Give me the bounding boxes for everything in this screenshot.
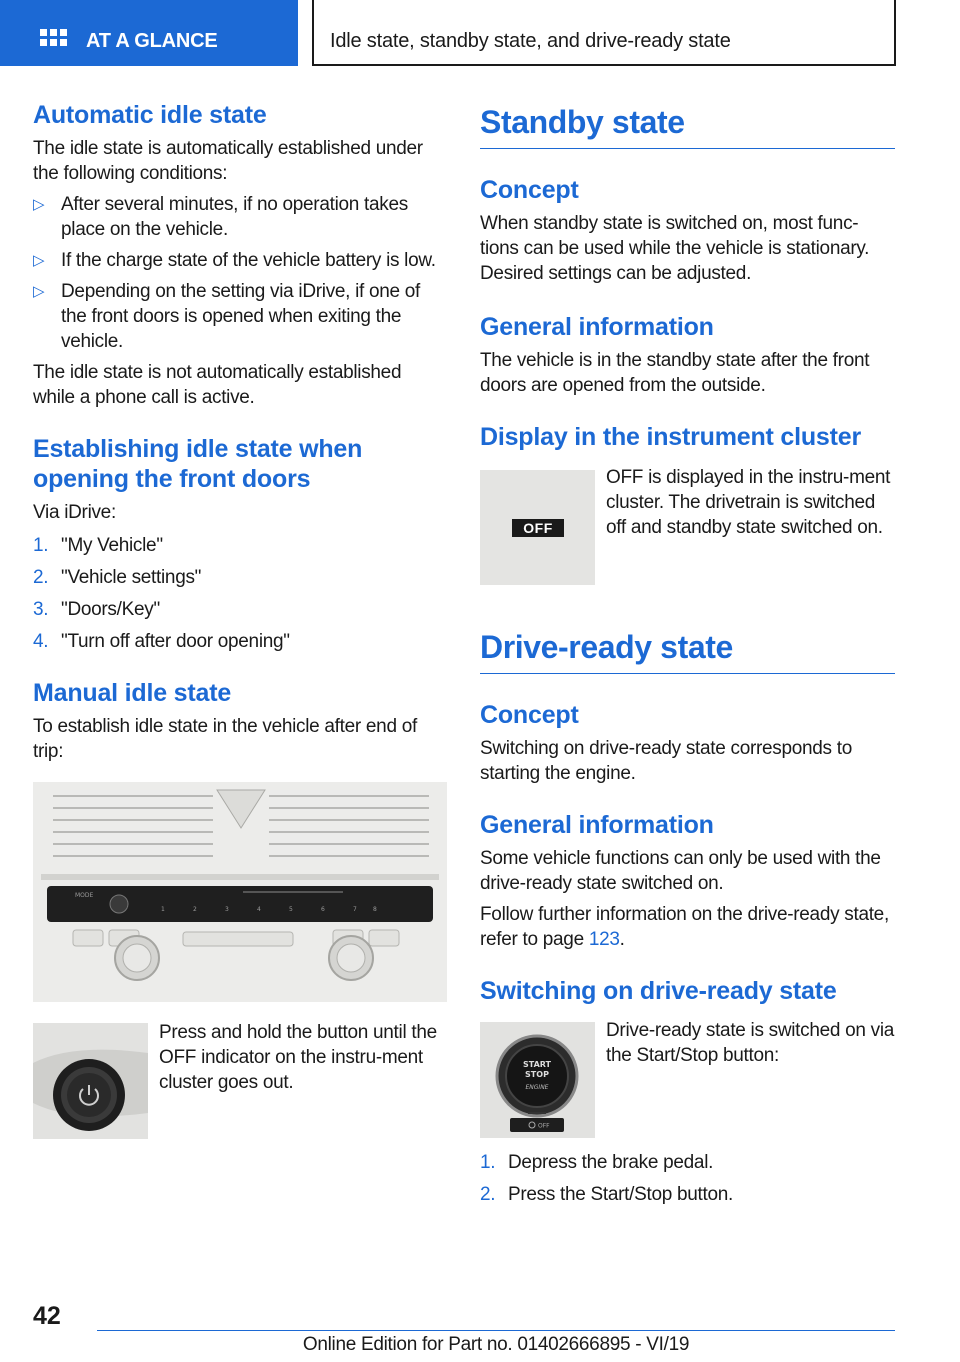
page-title: Idle state, standby state, and drive-ready state [330, 30, 731, 52]
power-knob-illustration [33, 1023, 148, 1139]
drive-follow-text: Follow further information on the drive-ready state, refer to page 123. [480, 904, 889, 950]
list-item: ▷ Depending on the setting via iDrive, if one of the front doors is opened when exiting the vehicle. [33, 281, 421, 352]
auto-idle-note: The idle state is not automatically established while a phone call is active. [33, 362, 402, 408]
heading-display-cluster: Display in the instrument cluster [480, 423, 861, 451]
page-number: 42 [33, 1302, 61, 1330]
preset-label: 7 [353, 906, 357, 913]
auto-idle-list [33, 192, 447, 354]
list-item: 1. "My Vehicle" [33, 535, 163, 556]
heading-standby-state: Standby state [480, 100, 895, 149]
heading-switching-on: Switching on drive-ready state [480, 977, 837, 1005]
power-knob-image [33, 1023, 148, 1139]
heading-establishing-idle: Establishing idle state when opening the front doors [33, 435, 363, 493]
start-label: START [522, 1060, 552, 1069]
console-illustration [33, 782, 447, 1002]
mode-label: MODE [75, 892, 94, 899]
preset-label: 1 [161, 906, 165, 913]
engine-label: ENGINE [525, 1084, 549, 1091]
start-stop-image [480, 1022, 595, 1138]
preset-label: 8 [373, 906, 377, 913]
display-text: OFF is displayed in the instru-ment cluster. The drivetrain is switched off and standby state switched on. [606, 467, 891, 538]
concept-text: When standby state is switched on, most func-tions can be used while the vehicle is stationary. Desired settings can be adjusted. [480, 213, 870, 284]
establish-intro: Via iDrive: [33, 502, 116, 523]
triangle-bullet-icon: ▷ [33, 283, 45, 300]
heading-manual-idle: Manual idle state [33, 679, 232, 707]
manual-intro: To establish idle state in the vehicle after end of trip: [33, 716, 417, 762]
console-image [33, 782, 447, 1002]
header-title-box [312, 0, 896, 66]
off-indicator: OFF [512, 519, 564, 537]
list-item: 3. "Doors/Key" [33, 599, 160, 620]
footer-divider [97, 1330, 895, 1331]
list-item: ▷ If the charge state of the vehicle battery is low. [33, 250, 436, 271]
triangle-bullet-icon: ▷ [33, 196, 45, 213]
start-stop-row [480, 1022, 895, 1138]
heading-general-information: General information [480, 313, 714, 341]
right-column [480, 100, 895, 1207]
heading-automatic-idle: Automatic idle state [33, 101, 267, 129]
general-text: The vehicle is in the standby state after the front doors are opened from the outside. [480, 350, 870, 396]
footer-edition: Online Edition for Part no. 01402666895 - VI/19 [302, 1334, 690, 1355]
list-item: ▷ After several minutes, if no operation takes place on the vehicle. [33, 194, 408, 240]
heading-drive-ready-state: Drive-ready state [480, 625, 895, 674]
preset-label: 6 [321, 906, 325, 913]
page-reference-link[interactable]: 123 [588, 929, 620, 950]
preset-label: 2 [193, 906, 197, 913]
list-item: 2. "Vehicle settings" [33, 567, 202, 588]
off-display-row [480, 467, 895, 585]
preset-label: 5 [289, 906, 293, 913]
grid-icon [40, 29, 67, 53]
switch-steps [480, 1150, 895, 1207]
button-row [33, 1023, 447, 1139]
heading-drive-general: General information [480, 811, 714, 839]
establish-steps [33, 533, 447, 654]
drive-general-text: Some vehicle functions can only be used with the drive-ready state switched on. [480, 848, 881, 894]
stop-label: STOP [525, 1070, 549, 1079]
heading-drive-concept: Concept [480, 701, 579, 729]
triangle-bullet-icon: ▷ [33, 252, 45, 269]
section-tab-label: AT A GLANCE [86, 30, 218, 52]
start-stop-illustration [480, 1022, 595, 1138]
off-label: OFF [538, 1122, 550, 1130]
section-tab[interactable] [0, 0, 298, 66]
switch-text: Drive-ready state is switched on via the Start/Stop button: [606, 1020, 895, 1066]
heading-concept: Concept [480, 176, 579, 204]
button-caption: Press and hold the button until the OFF indicator on the instru-ment cluster goes out. [159, 1022, 437, 1093]
left-column [33, 100, 447, 1139]
auto-idle-intro: The idle state is automatically established under the following conditions: [33, 138, 423, 184]
off-indicator-image [480, 470, 595, 585]
preset-label: 3 [225, 906, 229, 913]
page-header [0, 0, 960, 66]
list-item: 4. "Turn off after door opening" [33, 631, 290, 652]
list-item: 2. Press the Start/Stop button. [480, 1184, 734, 1205]
preset-label: 4 [257, 906, 261, 913]
list-item: 1. Depress the brake pedal. [480, 1152, 714, 1173]
drive-concept-text: Switching on drive-ready state corresponds to starting the engine. [480, 738, 852, 784]
